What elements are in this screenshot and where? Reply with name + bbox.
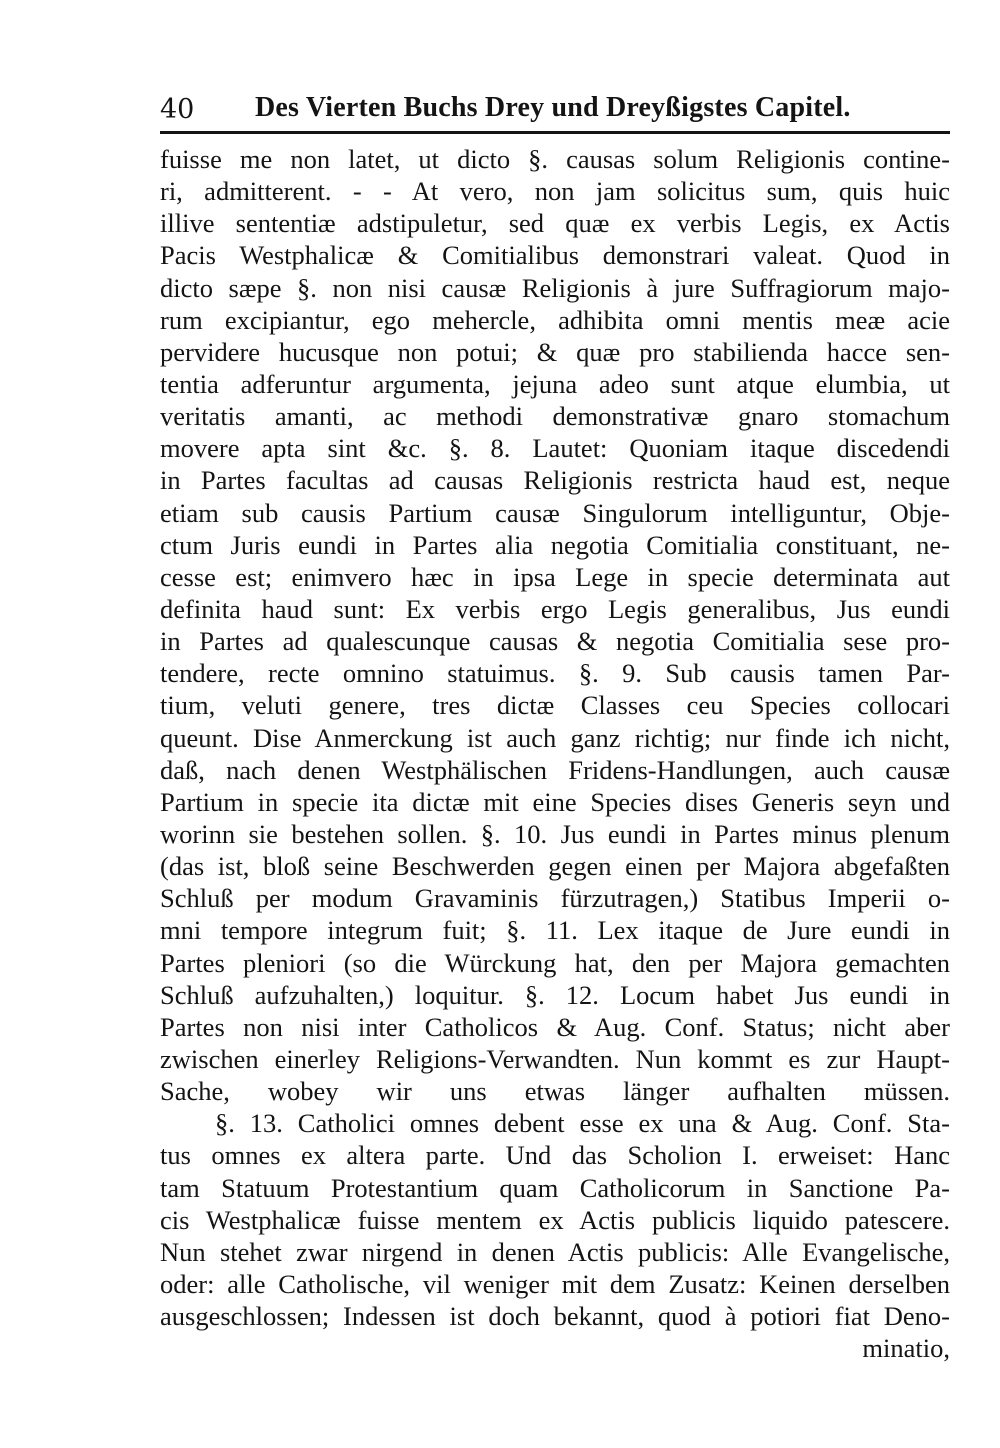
text-line: illive sententiæ adstipuletur, sed quæ ex verbis Legis, ex Actis bbox=[160, 208, 950, 239]
text-line: cesse est; enimvero hæc in ipsa Lege in specie determinata aut bbox=[160, 561, 950, 592]
text-line: ctum Juris eundi in Partes alia negotia Comitialia constituant, ne- bbox=[160, 529, 950, 560]
text-line: Schluß per modum Gravaminis fürzutragen,) Statibus Imperii o- bbox=[160, 883, 950, 914]
running-title: Des Vierten Buchs Drey und Dreyßigstes Capitel. bbox=[255, 92, 851, 123]
text-line: tus omnes ex altera parte. Und das Scholion I. erweiset: Hanc bbox=[160, 1140, 950, 1171]
text-line: in Partes facultas ad causas Religionis restricta haud est, neque bbox=[160, 465, 950, 496]
text-line: Schluß aufzuhalten,) loquitur. §. 12. Locum habet Jus eundi in bbox=[160, 979, 950, 1010]
text-line: tium, veluti genere, tres dictæ Classes ceu Species collocari bbox=[160, 690, 950, 721]
text-line: dicto sæpe §. non nisi causæ Religionis à jure Suffragiorum majo- bbox=[160, 272, 950, 303]
text-line: ri, admitterent. - - At vero, non jam solicitus sum, quis huic bbox=[160, 176, 950, 207]
text-line: daß, nach denen Westphälischen Fridens-Handlungen, auch causæ bbox=[160, 754, 950, 785]
text-line: Nun stehet zwar nirgend in denen Actis publicis: Alle Evangelische, bbox=[160, 1236, 950, 1267]
text-line: Sache, wobey wir uns etwas länger aufhalten müssen. bbox=[160, 1076, 950, 1107]
text-line: oder: alle Catholische, vil weniger mit dem Zusatz: Keinen derselben bbox=[160, 1268, 950, 1299]
text-line: tam Statuum Protestantium quam Catholicorum in Sanctione Pa- bbox=[160, 1172, 950, 1203]
text-line: Partes pleniori (so die Würckung hat, den per Majora gemachten bbox=[160, 947, 950, 978]
text-line: in Partes ad qualescunque causas & negotia Comitialia sese pro- bbox=[160, 626, 950, 657]
text-line: etiam sub causis Partium causæ Singulorum intelliguntur, Obje- bbox=[160, 497, 950, 528]
body-text bbox=[160, 143, 950, 1364]
page-number: 40 bbox=[160, 94, 195, 125]
text-line: (das ist, bloß seine Beschwerden gegen einen per Majora abgefaßten bbox=[160, 851, 950, 882]
page-header bbox=[160, 90, 950, 130]
text-line: mni tempore integrum fuit; §. 11. Lex itaque de Jure eundi in bbox=[160, 915, 950, 946]
text-line: §. 13. Catholici omnes debent esse ex una & Aug. Conf. Sta- bbox=[215, 1108, 950, 1139]
text-line: minatio, bbox=[862, 1333, 950, 1364]
text-line: Partium in specie ita dictæ mit eine Species dises Generis seyn und bbox=[160, 786, 950, 817]
text-line: definita haud sunt: Ex verbis ergo Legis generalibus, Jus eundi bbox=[160, 593, 950, 624]
text-line: tendere, recte omnino statuimus. §. 9. Sub causis tamen Par- bbox=[160, 658, 950, 689]
text-line: veritatis amanti, ac methodi demonstrativæ gnaro stomachum bbox=[160, 401, 950, 432]
text-line: rum excipiantur, ego mehercle, adhibita omni mentis meæ acie bbox=[160, 304, 950, 335]
text-line: tentia adferuntur argumenta, jejuna adeo sunt atque elumbia, ut bbox=[160, 368, 950, 399]
text-line: queunt. Dise Anmerckung ist auch ganz richtig; nur finde ich nicht, bbox=[160, 722, 950, 753]
text-line: Partes non nisi inter Catholicos & Aug. Conf. Status; nicht aber bbox=[160, 1011, 950, 1042]
text-line: ausgeschlossen; Indessen ist doch bekannt, quod à potiori fiat Deno- bbox=[160, 1301, 950, 1332]
text-line: fuisse me non latet, ut dicto §. causas solum Religionis contine- bbox=[160, 144, 950, 174]
text-line: worinn sie bestehen sollen. §. 10. Jus eundi in Partes minus plenum bbox=[160, 818, 950, 849]
text-line: movere apta sint &c. §. 8. Lautet: Quoniam itaque discedendi bbox=[160, 433, 950, 464]
text-line: zwischen einerley Religions-Verwandten. Nun kommt es zur Haupt- bbox=[160, 1043, 950, 1074]
text-line: cis Westphalicæ fuisse mentem ex Actis publicis liquido patescere. bbox=[160, 1204, 950, 1235]
text-line: Pacis Westphalicæ & Comitialibus demonstrari valeat. Quod in bbox=[160, 240, 950, 271]
text-line: pervidere hucusque non potui; & quæ pro stabilienda hacce sen- bbox=[160, 336, 950, 367]
header-rule bbox=[160, 131, 950, 134]
